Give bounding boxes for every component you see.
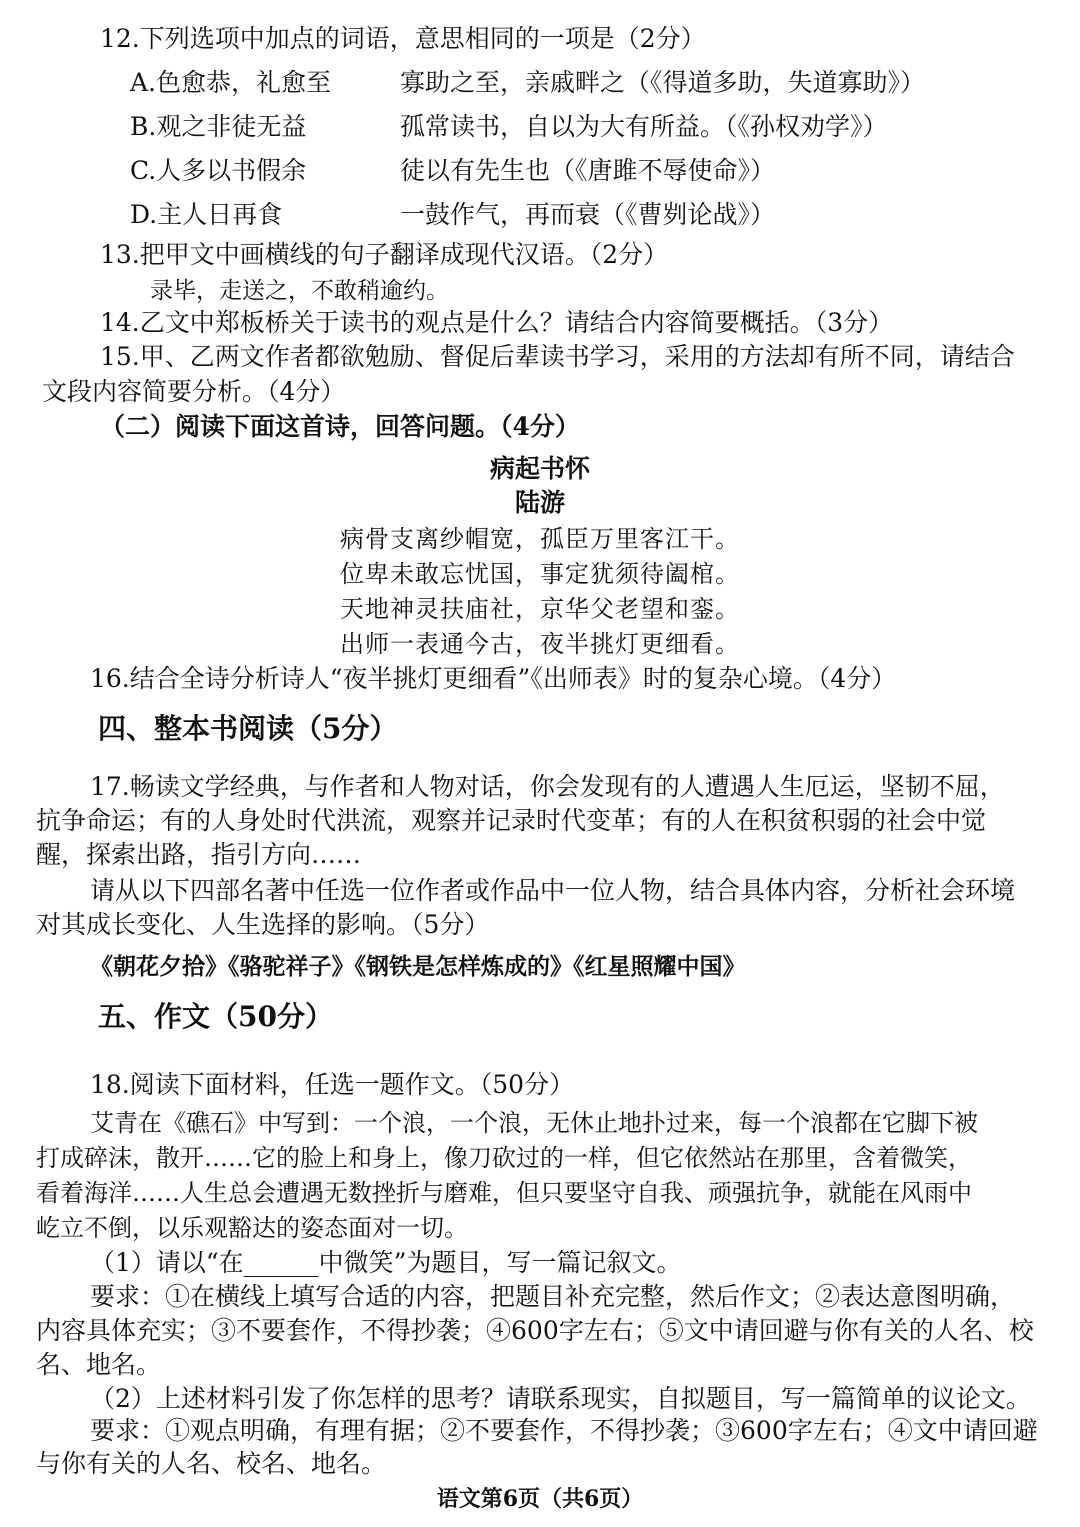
q18-task-2: （2）上述材料引发了你怎样的思考？请联系现实，自拟题目，写一篇简单的议论文。 (90, 1384, 1031, 1413)
q18-req-2-line-1: 要求：①观点明确，有理有据；②不要套作，不得抄袭；③600字左右；④文中请回避 (90, 1416, 1038, 1445)
q14-stem: 14.乙文中郑板桥关于读书的观点是什么？请结合内容简要概括。（3分） (100, 308, 894, 337)
q18-task-1: （1）请以“在______中微笑”为题目，写一篇记叙文。 (90, 1248, 682, 1277)
q17-line-2: 抗争命运；有的人身处时代洪流，观察并记录时代变革；有的人在积贫积弱的社会中觉 (36, 806, 987, 835)
q13-sentence: 录毕，走送之，不敢稍逾约。 (150, 278, 449, 304)
q18-req-1-line-3: 名、地名。 (36, 1350, 162, 1379)
q12-option-c-right: 徒以有先生也（《唐雎不辱使命》） (400, 156, 776, 185)
page-footer: 语文第6页（共6页） (436, 1486, 644, 1512)
q17-book-list: 《朝花夕拾》《骆驼祥子》《钢铁是怎样炼成的》《红星照耀中国》 (90, 953, 746, 980)
q12-stem: 12.下列选项中加点的词语，意思相同的一项是（2分） (100, 24, 706, 53)
part-5-heading: 五、作文（50分） (98, 1000, 333, 1033)
q18-req-1-line-2: 内容具体充实；③不要套作，不得抄袭；④600字左右；⑤文中请回避与你有关的人名、校 (36, 1316, 1034, 1345)
q12-option-b-right: 孤常读书，自以为大有所益。（《孙权劝学》） (400, 112, 888, 141)
q18-stem: 18.阅读下面材料，任选一题作文。（50分） (90, 1070, 575, 1099)
q12-option-a-right: 寡助之至，亲戚畔之（《得道多助，失道寡助》） (400, 68, 926, 97)
q16-stem: 16.结合全诗分析诗人“夜半挑灯更细看”《出师表》时的复杂心境。（4分） (90, 664, 897, 693)
q17-line-1: 17.畅读文学经典，与作者和人物对话，你会发现有的人遭遇人生厄运，坚韧不屈， (90, 772, 1005, 801)
q13-stem: 13.把甲文中画横线的句子翻译成现代汉语。（2分） (100, 240, 669, 269)
q18-material-line-4: 屹立不倒，以乐观豁达的姿态面对一切。 (36, 1214, 468, 1242)
poem-line-1: 病骨支离纱帽宽，孤臣万里客江干。 (340, 525, 740, 553)
q12-option-d-left: D.主人日再食 (130, 200, 283, 229)
poem-author: 陆游 (514, 488, 565, 517)
q17-line-3: 醒，探索出路，指引方向…… (36, 840, 362, 869)
q12-option-c-left: C.人多以书假余 (130, 156, 307, 185)
poem-title: 病起书怀 (489, 454, 590, 483)
part-4-heading: 四、整本书阅读（5分） (98, 712, 398, 745)
q12-option-a-left: A.色愈恭，礼愈至 (130, 68, 332, 97)
q18-material-line-1: 艾青在《礁石》中写到：一个浪，一个浪，无休止地扑过来，每一个浪都在它脚下被 (90, 1109, 978, 1137)
q18-req-1-line-1: 要求：①在横线上填写合适的内容，把题目补充完整，然后作文；②表达意图明确， (90, 1282, 1016, 1311)
q12-option-d-right: 一鼓作气，再而衰（《曹刿论战》） (400, 200, 776, 229)
q18-material-line-3: 看着海洋……人生总会遭遇无数挫折与磨难，但只要坚守自我、顽强抗争，就能在风雨中 (36, 1179, 972, 1207)
q18-material-line-2: 打成碎沫，散开……它的脸上和身上，像刀砍过的一样，但它依然站在那里，含着微笑， (36, 1144, 972, 1172)
q12-option-b-left: B.观之非徒无益 (130, 112, 307, 141)
section-2-heading: （二）阅读下面这首诗，回答问题。（4分） (100, 412, 580, 441)
poem-line-4: 出师一表通今古，夜半挑灯更细看。 (340, 630, 740, 658)
q15-line-1: 15.甲、乙两文作者都欲勉励、督促后辈读书学习，采用的方法却有所不同，请结合 (100, 342, 1015, 371)
poem-line-3: 天地神灵扶庙社，京华父老望和銮。 (340, 595, 740, 623)
q17-line-4: 请从以下四部名著中任选一位作者或作品中一位人物，结合具体内容，分析社会环境 (90, 876, 1016, 905)
q17-line-5: 对其成长变化、人生选择的影响。（5分） (36, 910, 490, 939)
q15-line-2: 文段内容简要分析。（4分） (42, 377, 346, 406)
q18-req-2-line-2: 与你有关的人名、校名、地名。 (36, 1449, 387, 1478)
poem-line-2: 位卑未敢忘忧国，事定犹须待阖棺。 (340, 560, 740, 588)
